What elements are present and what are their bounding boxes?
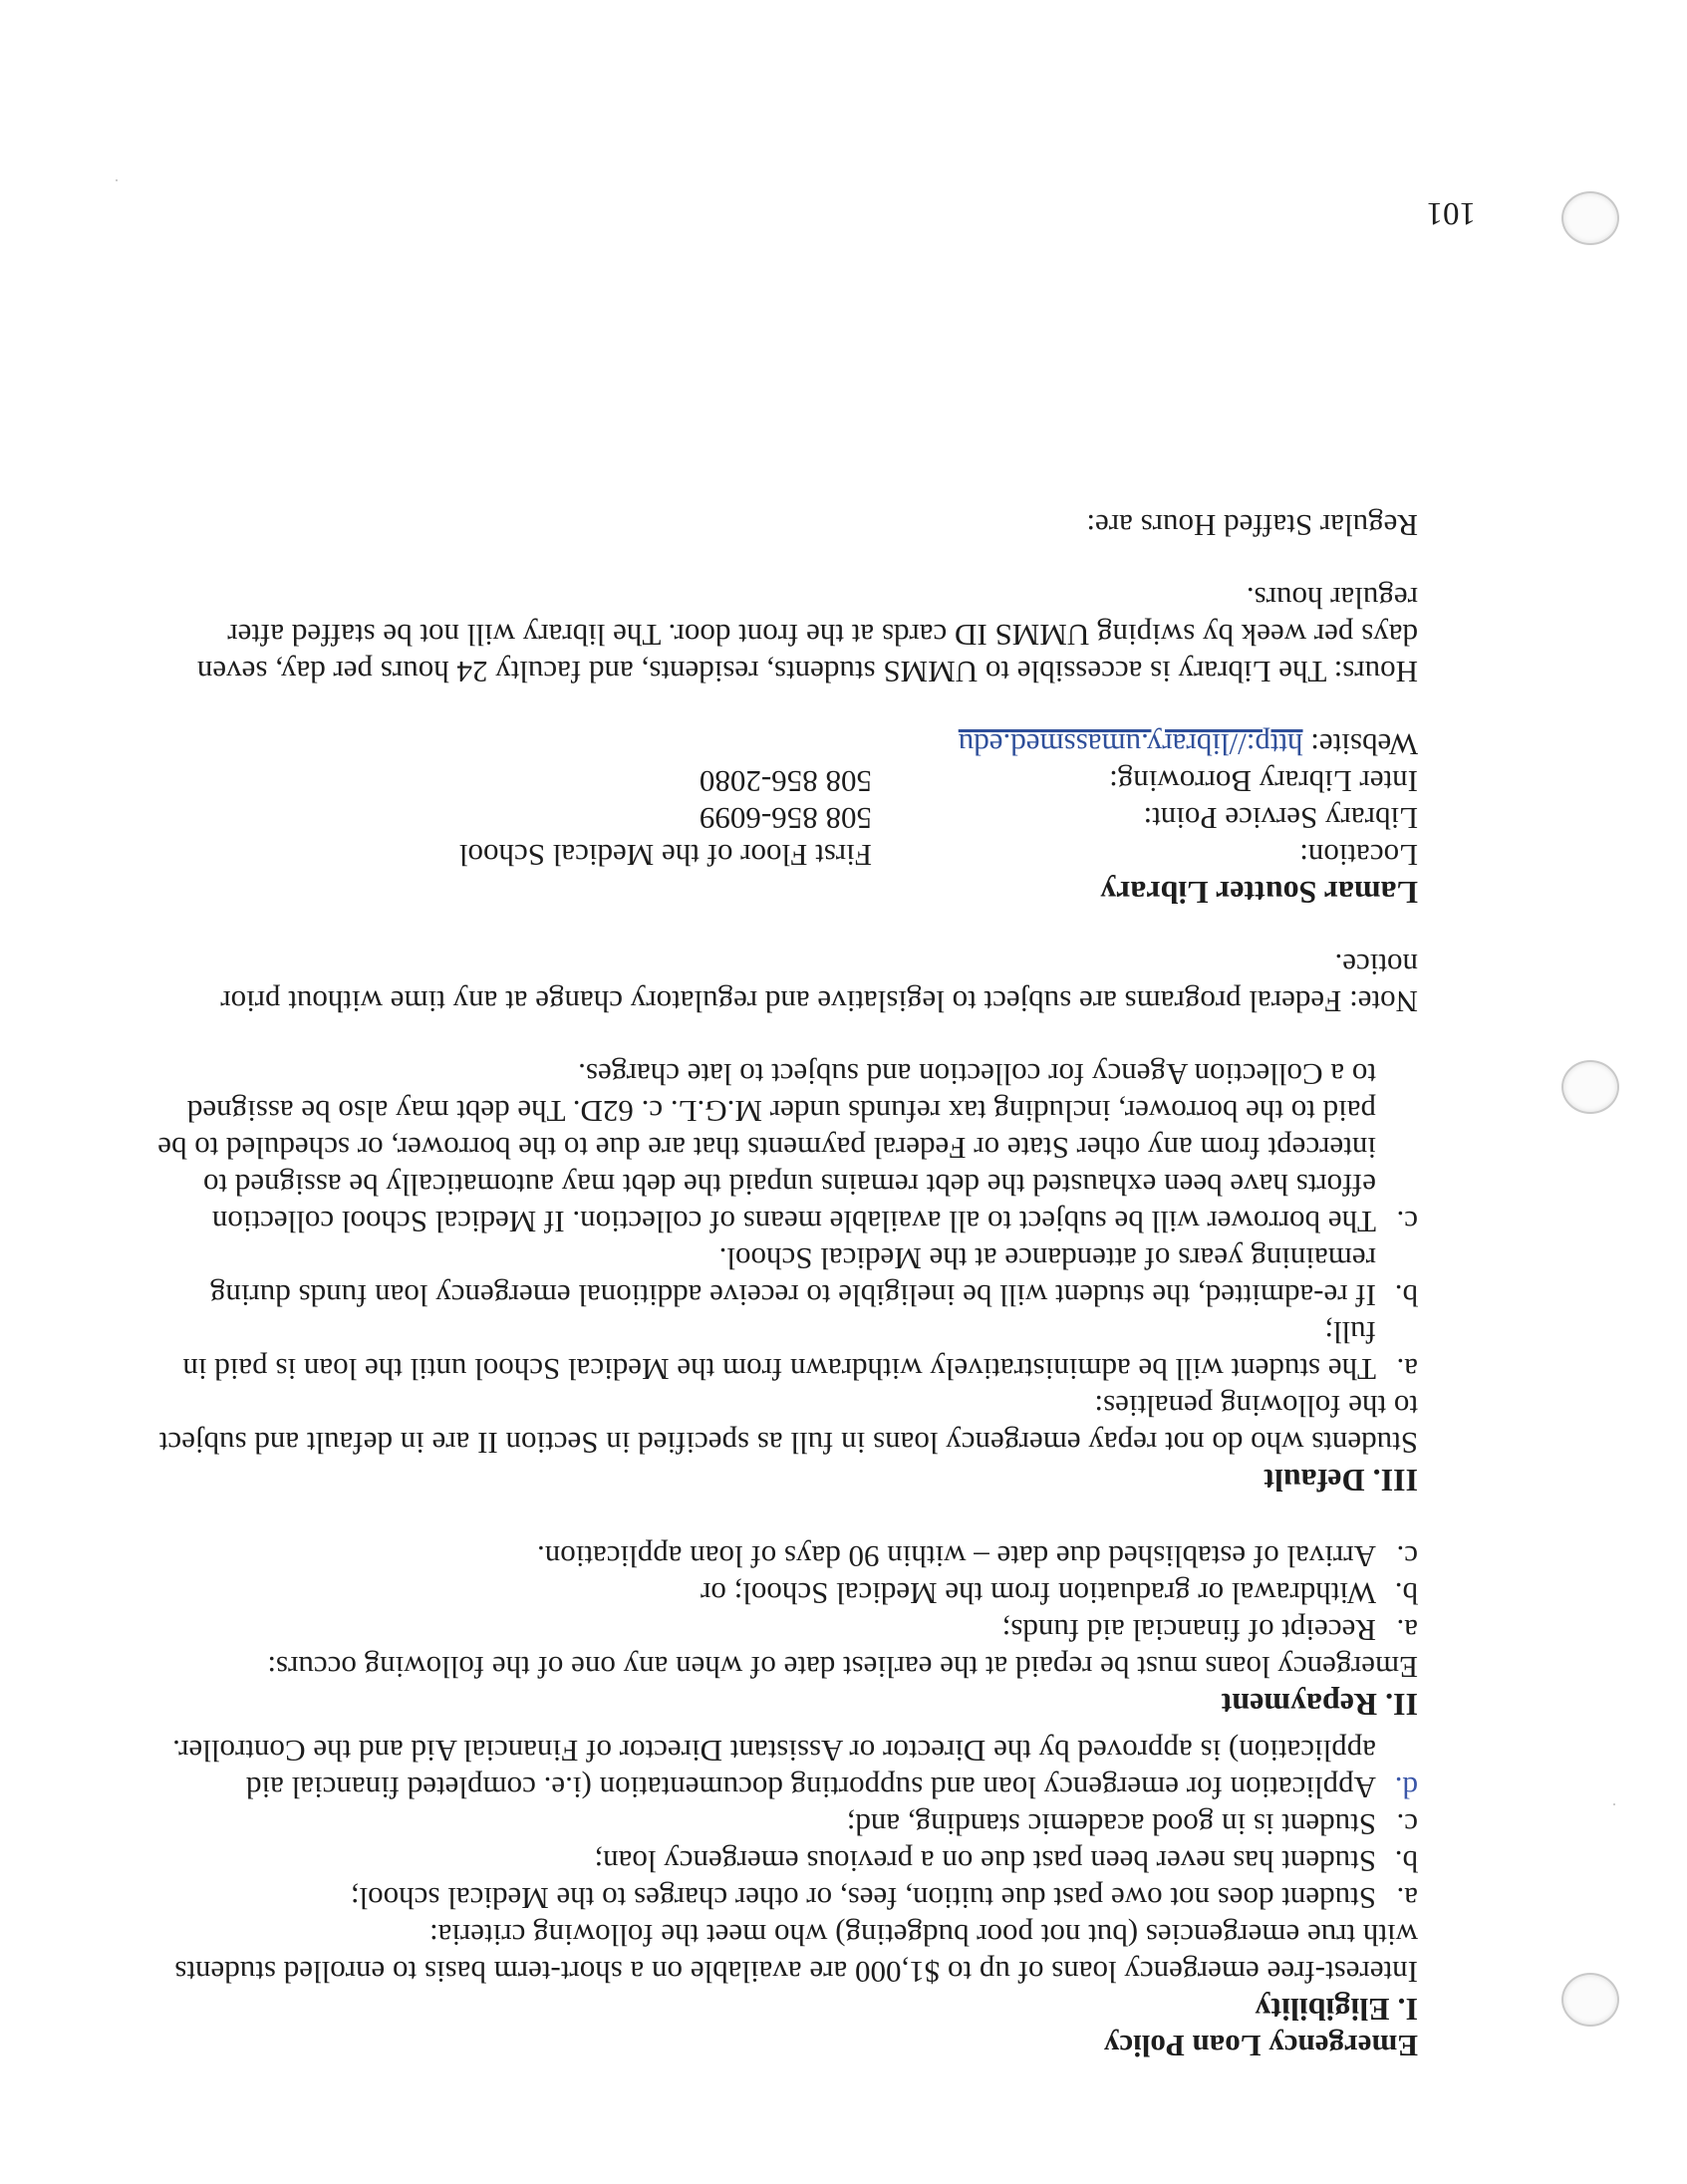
punch-hole-middle [1561,1060,1619,1114]
website-link[interactable]: http://library.umassmed.edu [958,727,1303,762]
document-body [157,507,1418,2064]
list-text: Arrival of established due date – within 90 days of loan application. [537,1539,1376,1574]
list-letter: a. [1396,1352,1418,1387]
default-intro: Students who do not repay emergency loans in full as specified in Section II are in default and subject to the following penalties: [158,1389,1418,1461]
list-item [157,1843,1418,1880]
list-text: The borrower will be subject to all available means of collection. If Medical School collection efforts have been exhausted the debt remains unpaid the debt may automatically be assigned to intercept from any other State or Federal payments that are due to the borrower, or scheduled to be paid to the borrower, including tax refunds under M.G.L. c. 62D. The debt may also be assigned to a Collection Agency for collection and subject to late charges. [157,1057,1376,1239]
federal-note: Note: Federal programs are subject to legislative and regulatory change at any time without prior notice. [220,948,1418,1019]
page-number: 101 [1426,195,1476,231]
staffed-hours-label: Regular Staffed Hours are: [1086,508,1418,543]
library-service-row [157,800,1418,837]
eligibility-list [157,1733,1418,1917]
list-letter: d. [1394,1771,1418,1805]
list-text: Receipt of financial aid funds; [1001,1613,1376,1648]
list-item [157,1575,1418,1612]
list-letter: a. [1396,1881,1418,1916]
eligibility-intro: Interest-free emergency loans of up to $1,000 are available on a short-term basis to enrolled students with true emergencies (but not poor budgeting) who meet the following criteria: [174,1918,1418,1990]
list-text: Withdrawal or graduation from the Medical School; or [701,1576,1376,1611]
list-letter: a. [1396,1613,1418,1648]
list-item [157,1538,1418,1575]
list-letter: c. [1396,1539,1418,1574]
list-item [157,1612,1418,1649]
document-title: Emergency Loan Policy [1103,2029,1418,2063]
default-list [157,1056,1418,1388]
list-letter: b. [1394,1844,1418,1879]
list-item [157,1240,1418,1314]
eligibility-heading: I. Eligibility [1255,1992,1418,2028]
list-letter: b. [1394,1576,1418,1611]
repayment-heading: II. Repayment [1221,1687,1418,1723]
list-text: The student will be administratively withdrawn from the Medical School until the loan is paid in full; [182,1315,1376,1387]
list-item [157,1314,1418,1388]
default-heading: III. Default [1264,1463,1418,1499]
list-text: Student has never been past due on a previous emergency loan; [594,1844,1376,1879]
location-value: First Floor of the Medical School [458,838,872,873]
ill-label: Inter Library Borrowing: [1109,764,1418,799]
list-text: Application for emergency loan and supporting documentation (i.e. completed financial aid application) is approved by the Director or Assistant Director of Financial Aid and the Controller. [172,1734,1376,1805]
list-item [157,1880,1418,1917]
service-phone: 508 856-6099 [699,801,872,836]
list-text: Student does not owe past due tuition, fees, or other charges to the Medical school; [350,1881,1376,1916]
list-item [157,1806,1418,1843]
library-hours: Hours: The Library is accessible to UMMS students, residents, and faculty 24 hours per day, seven days per week by swiping UMMS ID cards at the front door. The library will not be staffed after regular hours. [196,581,1418,689]
ill-phone: 508 856-2080 [699,764,872,799]
list-letter: c. [1396,1205,1418,1239]
punch-hole-top [1561,1973,1619,2027]
scan-speck [116,179,118,181]
list-item [157,1733,1418,1806]
punch-hole-bottom [1561,191,1619,245]
list-letter: c. [1396,1807,1418,1842]
location-label: Location: [1299,838,1418,873]
library-heading: Lamar Soutter Library [1100,875,1418,911]
service-label: Library Service Point: [1143,801,1418,836]
library-website-row [157,726,1418,763]
library-ill-row [157,763,1418,800]
website-label: Website: [1310,727,1418,762]
repayment-list [157,1538,1418,1649]
list-text: If re-admitted, the student will be ineligible to receive additional emergency loan funds during remaining years of attendance at the Medical School. [209,1241,1376,1313]
list-item [157,1056,1418,1240]
list-text: Student is in good academic standing, and; [846,1807,1376,1842]
repayment-intro: Emergency loans must be repaid at the earliest date of when any one of the following occurs: [267,1650,1418,1685]
list-letter: b. [1394,1278,1418,1313]
library-location-row [157,837,1418,874]
scan-speck [1613,1803,1615,1805]
